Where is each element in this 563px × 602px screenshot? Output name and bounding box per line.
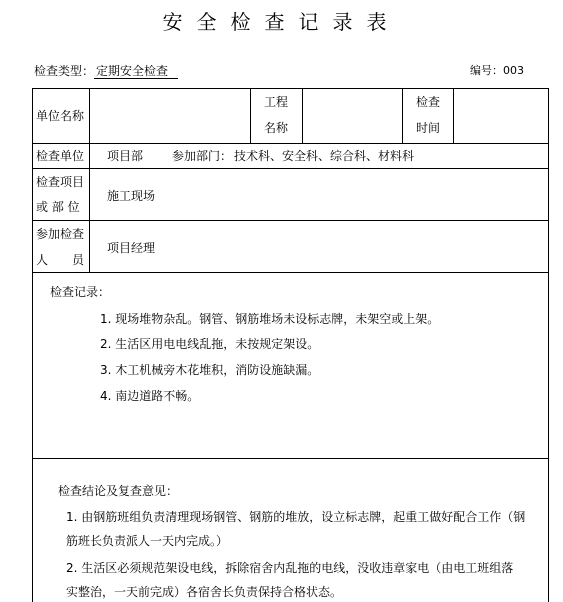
row-divider [32,272,549,273]
serial-label: 编号： [470,64,503,77]
col-divider [402,88,403,143]
project-name-value[interactable] [303,89,402,143]
unit-name-value[interactable] [90,89,250,143]
inspectors-value: 项目经理 [107,241,156,255]
inspection-type [34,62,178,79]
record-item: 4. 南边道路不畅。 [100,389,200,403]
inspectors-label-line1: 参加检查 [36,227,85,241]
table-border-right [548,88,549,602]
col-divider [250,88,251,143]
serial-number [470,62,524,78]
record-item: 2. 生活区用电电线乱拖，未按规定架设。 [100,337,320,351]
conclusion-line: 实整治，一天前完成）各宿舍长负责保持合格状态。 [66,585,343,599]
inspection-item-value: 施工现场 [107,189,156,203]
row-divider [32,458,549,459]
page-title: 安全检查记录表 [162,10,401,34]
record-item: 1. 现场堆物杂乱。钢管、钢筋堆场未设标志牌，未架空或上架。 [100,312,440,326]
participating-depts-label: 参加部门： [172,149,233,163]
project-name-label-line1: 工程 [264,95,289,109]
inspecting-unit-label: 检查单位 [36,149,85,163]
inspection-table [32,88,549,602]
conclusion-line: 1. 由钢筋班组负责清理现场钢管、钢筋的堆放，设立标志牌，起重工做好配合工作（钢 [66,510,526,524]
inspection-type-label: 检查类型： [34,64,95,78]
conclusion-line: 筋班长负责派人一天内完成。） [66,534,229,548]
row-divider [32,220,549,221]
inspection-time-label-line2: 时间 [416,121,441,135]
inspecting-unit-value: 项目部 [107,149,144,163]
serial-value: 003 [503,64,524,77]
inspection-type-value: 定期安全检查 [94,64,178,79]
conclusion-title: 检查结论及复查意见： [58,484,179,498]
record-title: 检查记录： [50,285,111,299]
unit-name-label: 单位名称 [36,109,85,123]
inspectors-label-line2: 人 员 [36,253,85,267]
record-item: 3. 木工机械旁木花堆积，消防设施缺漏。 [100,363,320,377]
inspection-item-label-line1: 检查项目 [36,175,85,189]
participating-depts-value: 技术科、安全科、综合科、材料科 [234,149,415,163]
row-divider [32,168,549,169]
inspection-time-label-line1: 检查 [416,95,441,109]
project-name-label-line2: 名称 [264,121,289,135]
inspection-time-value[interactable] [454,89,548,143]
conclusion-line: 2. 生活区必须规范架设电线，拆除宿舍内乱拖的电线，没收违章家电（由电工班组落 [66,561,514,575]
table-border-left [32,88,33,602]
inspection-item-label-line2: 或 部 位 [36,200,80,214]
